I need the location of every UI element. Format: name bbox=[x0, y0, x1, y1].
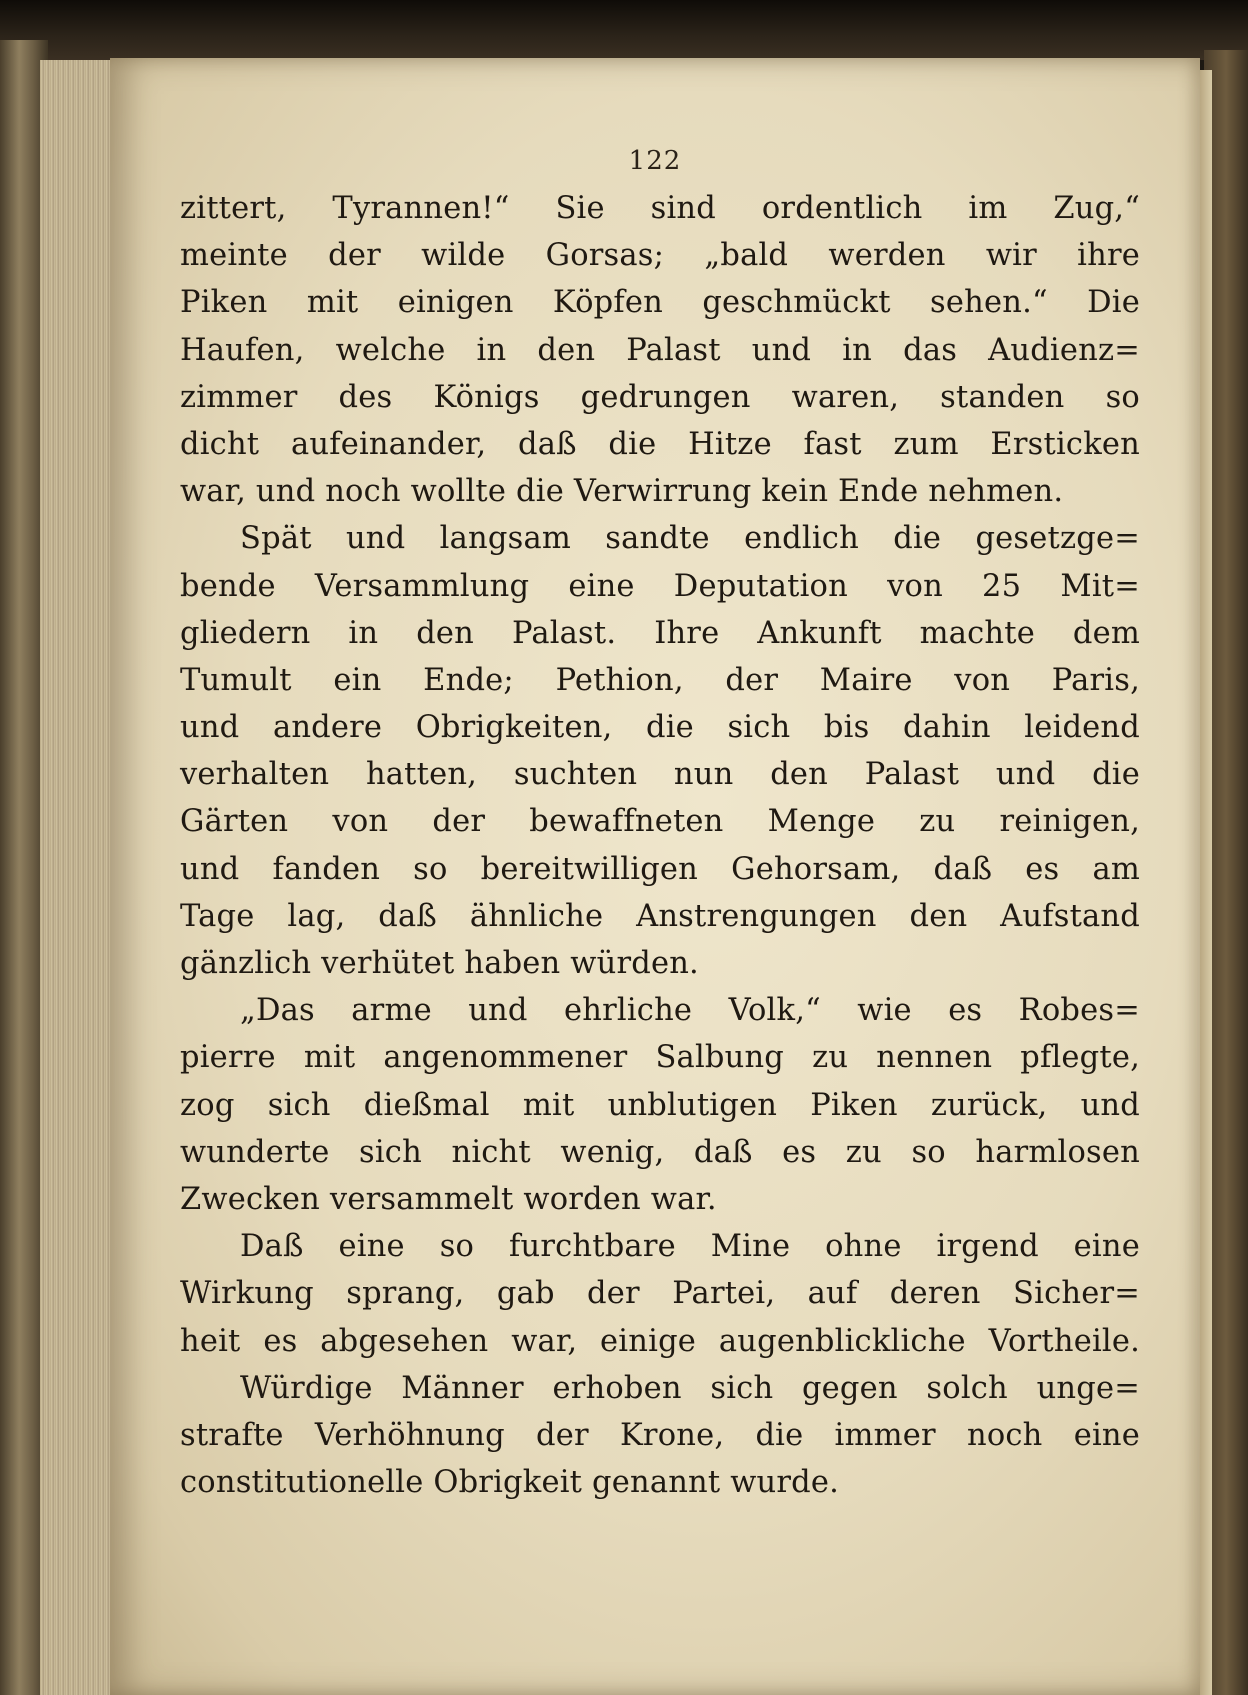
facing-page-sliver bbox=[1198, 70, 1212, 1695]
text-line: verhalten hatten, suchten nun den Palast und die bbox=[180, 757, 1140, 793]
text-line: meinte der wilde Gorsas; „bald werden wir ihre bbox=[180, 238, 1140, 274]
text-line: Haufen, welche in den Palast und in das Audienz= bbox=[180, 332, 1140, 368]
text-line: Gärten von der bewaffneten Menge zu reinigen, bbox=[180, 804, 1140, 840]
text-line: „Das arme und ehrliche Volk,“ wie es Robes= bbox=[240, 993, 1140, 1029]
text-line: wunderte sich nicht wenig, daß es zu so harmlosen bbox=[180, 1134, 1140, 1170]
text-line: zog sich dießmal mit unblutigen Piken zurück, und bbox=[180, 1087, 1140, 1123]
text-line: strafte Verhöhnung der Krone, die immer noch eine bbox=[180, 1417, 1140, 1453]
text-line: Tumult ein Ende; Pethion, der Maire von Paris, bbox=[180, 662, 1140, 698]
text-line: Tage lag, daß ähnliche Anstrengungen den Aufstand bbox=[180, 898, 1140, 934]
text-line: war, und noch wollte die Verwirrung kein Ende nehmen. bbox=[180, 474, 1064, 510]
text-line: Daß eine so furchtbare Mine ohne irgend eine bbox=[240, 1229, 1140, 1265]
text-line: Spät und langsam sandte endlich die gesetzge= bbox=[240, 521, 1140, 557]
text-line: pierre mit angenommener Salbung zu nennen pflegte, bbox=[180, 1040, 1140, 1076]
book-top-edge bbox=[0, 0, 1248, 60]
text-line: constitutionelle Obrigkeit genannt wurde. bbox=[180, 1465, 840, 1501]
text-line: dicht aufeinander, daß die Hitze fast zum Ersticken bbox=[180, 426, 1140, 462]
page-stack-edges bbox=[40, 60, 120, 1695]
text-line: gänzlich verhütet haben würden. bbox=[180, 946, 699, 981]
text-line: gliedern in den Palast. Ihre Ankunft machte dem bbox=[180, 615, 1140, 651]
text-line: Zwecken versammelt worden war. bbox=[180, 1181, 717, 1217]
text-line: zittert, Tyrannen!“ Sie sind ordentlich im Zug,“ bbox=[180, 191, 1140, 226]
text-line: Würdige Männer erhoben sich gegen solch unge= bbox=[240, 1370, 1140, 1406]
page-text-block bbox=[180, 185, 1140, 1506]
text-line: Piken mit einigen Köpfen geschmückt sehen.“ Die bbox=[180, 285, 1140, 321]
text-line: zimmer des Königs gedrungen waren, standen so bbox=[180, 379, 1140, 415]
text-line: und andere Obrigkeiten, die sich bis dahin leidend bbox=[180, 710, 1140, 746]
text-line: heit es abgesehen war, einige augenblickliche Vortheile. bbox=[180, 1323, 1140, 1359]
text-line: Wirkung sprang, gab der Partei, auf deren Sicher= bbox=[180, 1276, 1140, 1312]
text-line: und fanden so bereitwilligen Gehorsam, daß es am bbox=[180, 851, 1140, 887]
page-number: 122 bbox=[628, 146, 682, 176]
text-line: bende Versammlung eine Deputation von 25 Mit= bbox=[180, 568, 1140, 604]
